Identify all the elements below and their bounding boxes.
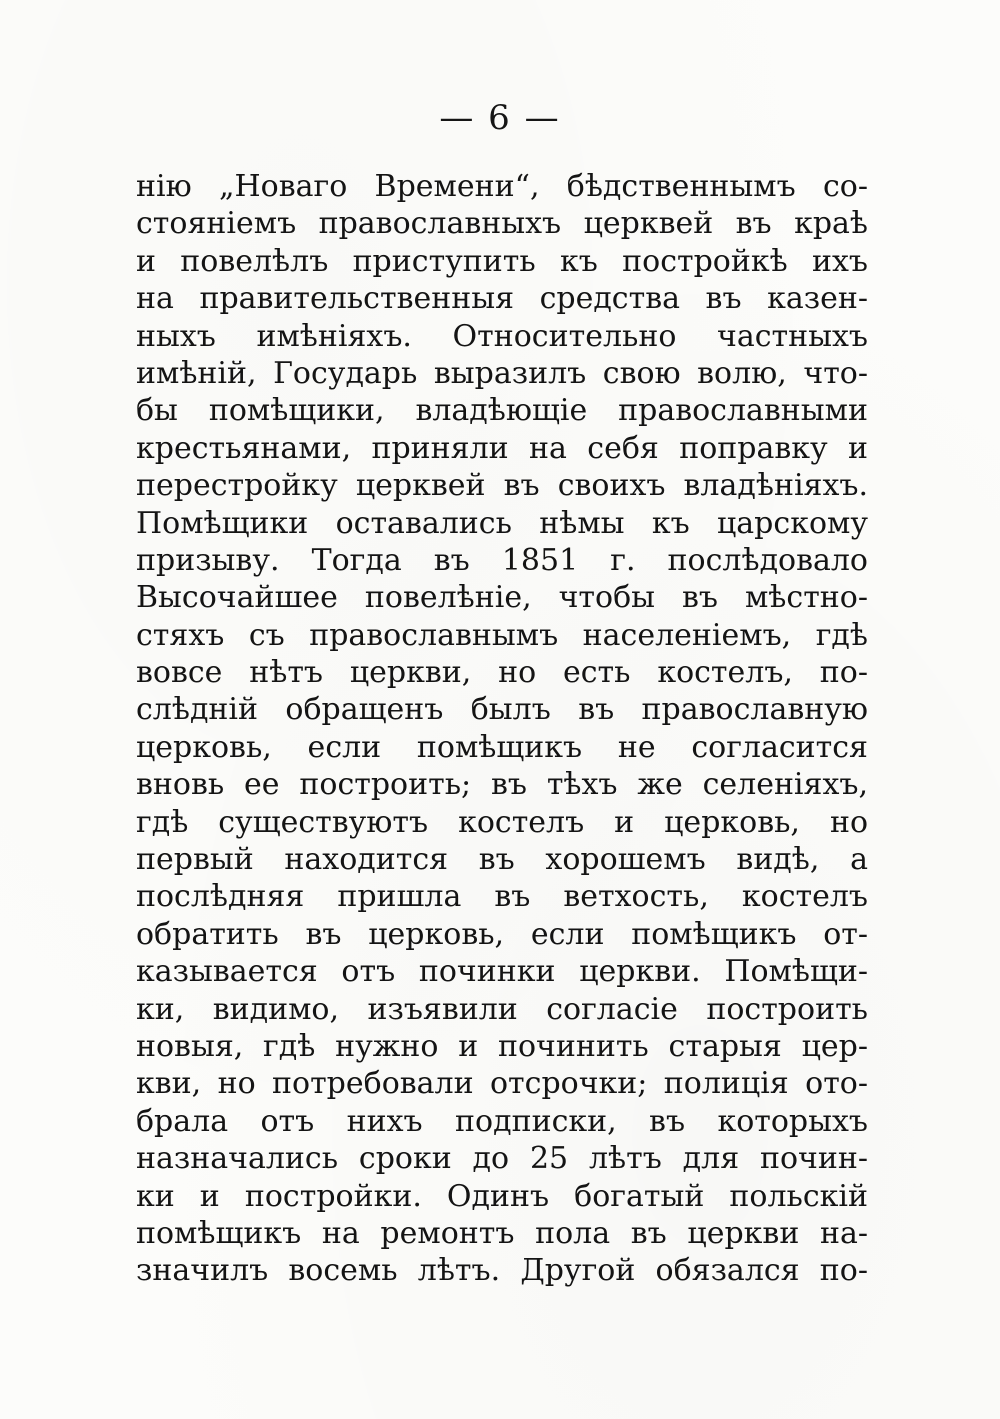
text-line: имѣній, Государь выразилъ свою волю, что- <box>136 355 868 391</box>
text-line: призыву. Тогда въ 1851 г. послѣдовало <box>136 542 868 578</box>
text-line: и повелѣлъ приступить къ постройкѣ ихъ <box>136 243 868 279</box>
text-line: стояніемъ православныхъ церквей въ краѣ <box>136 206 868 242</box>
text-line: стяхъ съ православнымъ населеніемъ, гдѣ <box>136 617 868 653</box>
text-line: обратить въ церковь, если помѣщикъ от- <box>136 916 868 952</box>
text-line: значилъ восемь лѣтъ. Другой обязался по- <box>136 1253 868 1289</box>
text-line: Высочайшее повелѣніе, чтобы въ мѣстно- <box>136 580 868 616</box>
text-line: крестьянами, приняли на себя поправку и <box>136 430 868 466</box>
text-line: бы помѣщики, владѣющіе православными <box>136 393 868 429</box>
text-line: Помѣщики оставались нѣмы къ царскому <box>136 505 868 541</box>
text-line: церковь, если помѣщикъ не согласится <box>136 729 868 765</box>
text-line: казывается отъ починки церкви. Помѣщи- <box>136 954 868 990</box>
text-line: ки и постройки. Одинъ богатый польскій <box>136 1178 868 1214</box>
text-line: послѣдняя пришла въ ветхость, костелъ <box>136 879 868 915</box>
text-line: кви, но потребовали отсрочки; полиція ото- <box>136 1066 868 1102</box>
text-line: перестройку церквей въ своихъ владѣніяхъ. <box>136 468 868 504</box>
text-line: новыя, гдѣ нужно и починить старыя цер- <box>136 1028 868 1064</box>
text-line: вновь ее построить; въ тѣхъ же селеніяхъ, <box>136 767 868 803</box>
text-line: брала отъ нихъ подписки, въ которыхъ <box>136 1103 868 1139</box>
text-line: назначались сроки до 25 лѣтъ для почин- <box>136 1141 868 1177</box>
text-line: помѣщикъ на ремонтъ пола въ церкви на- <box>136 1215 868 1251</box>
text-line: ки, видимо, изъявили согласіе построить <box>136 991 868 1027</box>
body-text <box>136 168 868 1290</box>
text-line: на правительственныя средства въ казен- <box>136 281 868 317</box>
text-line: первый находится въ хорошемъ видѣ, а <box>136 842 868 878</box>
text-line: ныхъ имѣніяхъ. Относительно частныхъ <box>136 318 868 354</box>
text-line: вовсе нѣтъ церкви, но есть костелъ, по- <box>136 655 868 691</box>
text-line: нію „Новаго Времени“, бѣдственнымъ со- <box>136 169 868 204</box>
text-line: гдѣ существуютъ костелъ и церковь, но <box>136 804 868 840</box>
page-number: — 6 — <box>439 98 561 138</box>
text-line: слѣдній обращенъ былъ въ православную <box>136 692 868 728</box>
